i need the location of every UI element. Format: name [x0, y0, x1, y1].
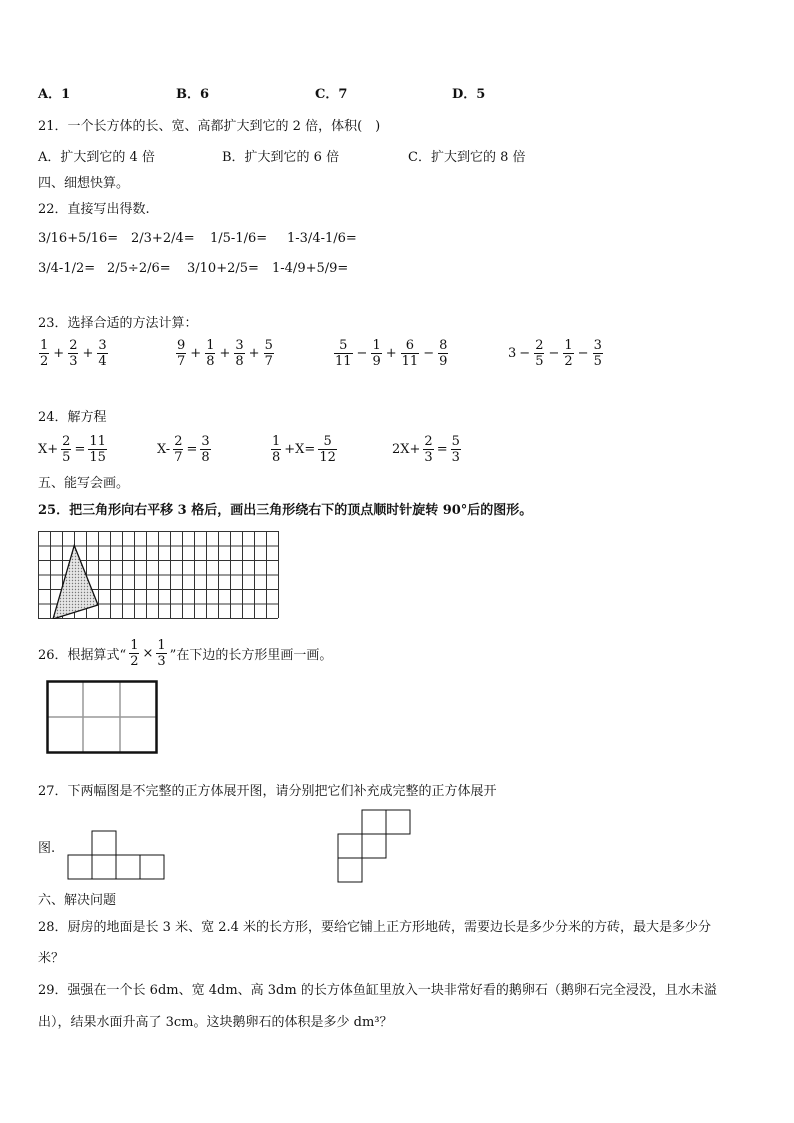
q24-equation-2: X- $\frac{2}{7}$ = $\frac{3}{8}$	[157, 434, 210, 465]
fraction: $\frac{5}{11}$	[335, 338, 352, 369]
fraction: $\frac{3}{8}$	[201, 434, 210, 465]
q22-item: 2/5÷2/6=	[107, 261, 171, 276]
fraction: $\frac{3}{8}$	[235, 338, 244, 369]
fraction: $\frac{1}{2}$	[130, 638, 139, 669]
fraction: $\frac{3}{4}$	[98, 338, 107, 369]
q26-rectangle	[46, 680, 158, 754]
q24-equation-4: 2X+ $\frac{2}{3}$ = $\frac{5}{3}$	[392, 434, 460, 465]
fraction: $\frac{1}{3}$	[157, 638, 166, 669]
fraction: $\frac{1}{2}$	[40, 338, 49, 369]
q22-item: 1-3/4-1/6=	[287, 231, 357, 246]
q22-item: 1/5-1/6=	[210, 231, 268, 246]
q23-expression-4: 3 − $\frac{2}{5}$ − $\frac{1}{2}$ − $\frac{3}{5}$	[508, 338, 602, 369]
q23-expression-3: $\frac{5}{11}$ − $\frac{1}{9}$ + $\frac{6}{11}$ − $\frac{8}{9}$	[335, 338, 448, 369]
fraction: $\frac{6}{11}$	[401, 338, 419, 369]
fraction: $\frac{2}{5}$	[535, 338, 544, 369]
q27-stem-tail: 图.	[38, 841, 56, 856]
q23-stem: 23．选择合适的方法计算：	[38, 316, 198, 331]
fraction: $\frac{1}{9}$	[372, 338, 381, 369]
section-6-heading: 六、解决问题	[38, 893, 117, 908]
q20-option-b: B．6	[176, 87, 210, 102]
fraction: $\frac{11}{15}$	[89, 434, 106, 465]
q20-option-a: A．1	[38, 87, 71, 102]
fraction: $\frac{5}{7}$	[264, 338, 273, 369]
q22-item: 3/10+2/5=	[187, 261, 259, 276]
q24-equation-3: $\frac{1}{8}$ +X= $\frac{5}{12}$	[272, 434, 336, 465]
q24-stem: 24．解方程	[38, 410, 107, 425]
q24-equation-1: X+ $\frac{2}{5}$ = $\frac{11}{15}$	[38, 434, 106, 465]
fraction: $\frac{2}{3}$	[69, 338, 78, 369]
fraction: $\frac{1}{8}$	[206, 338, 215, 369]
q27-stem: 27．下两幅图是不完整的正方体展开图，请分别把它们补充成完整的正方体展开	[38, 784, 497, 799]
fraction: $\frac{1}{8}$	[272, 434, 281, 465]
q22-item: 2/3+2/4=	[131, 231, 195, 246]
section-4-heading: 四、细想快算。	[38, 176, 130, 191]
q23-expression-2: $\frac{9}{7}$ + $\frac{1}{8}$ + $\frac{3}{8}$ + $\frac{5}{7}$	[177, 338, 273, 369]
q20-option-c: C．7	[315, 87, 348, 102]
fraction: $\frac{8}{9}$	[439, 338, 448, 369]
q27-net-1	[66, 830, 166, 880]
q21-option-c: C．扩大到它的 8 倍	[408, 150, 526, 165]
q22-stem: 22．直接写出得数.	[38, 202, 150, 217]
q28-line-1: 28．厨房的地面是长 3 米、宽 2.4 米的长方形，要给它铺上正方形地砖，需要边长是多少分米的方砖，最大是多少分	[38, 920, 712, 935]
q22-item: 1-4/9+5/9=	[272, 261, 349, 276]
q21-stem: 21．一个长方体的长、宽、高都扩大到它的 2 倍，体积( )	[38, 119, 381, 134]
fraction: $\frac{1}{2}$	[564, 338, 573, 369]
fraction: $\frac{5}{3}$	[451, 434, 460, 465]
q21-option-b: B．扩大到它的 6 倍	[222, 150, 340, 165]
q21-option-a: A．扩大到它的 4 倍	[38, 150, 155, 165]
section-5-heading: 五、能写会画。	[38, 476, 130, 491]
q25-grid-with-triangle	[38, 531, 280, 619]
fraction: $\frac{9}{7}$	[177, 338, 186, 369]
q20-option-d: D．5	[452, 87, 486, 102]
shaded-triangle	[53, 546, 98, 620]
q29-line-2: 出），结果水面升高了 3cm。这块鹅卵石的体积是多少 dm³？	[38, 1015, 393, 1030]
q25-stem: 25．把三角形向右平移 3 格后，画出三角形绕右下的顶点顺时针旋转 90°后的图形。	[38, 503, 533, 518]
q26-stem: 26．根据算式“ $\frac{1}{2}$ × $\frac{1}{3}$ ”在下边的长方形里画一画。	[38, 638, 333, 669]
fraction: $\frac{2}{5}$	[62, 434, 71, 465]
fraction: $\frac{2}{3}$	[424, 434, 433, 465]
q29-line-1: 29．强强在一个长 6dm、宽 4dm、高 3dm 的长方体鱼缸里放入一块非常好看的鹅卵石（鹅卵石完全浸没，且水未溢	[38, 983, 717, 998]
q28-line-2: 米？	[38, 951, 65, 966]
fraction: $\frac{2}{7}$	[174, 434, 183, 465]
fraction: $\frac{3}{5}$	[593, 338, 602, 369]
q22-item: 3/16+5/16=	[38, 231, 119, 246]
fraction: $\frac{5}{12}$	[319, 434, 336, 465]
q22-item: 3/4-1/2=	[38, 261, 96, 276]
q27-net-2	[336, 808, 412, 884]
q23-expression-1: $\frac{1}{2}$ + $\frac{2}{3}$ + $\frac{3}{4}$	[40, 338, 107, 369]
